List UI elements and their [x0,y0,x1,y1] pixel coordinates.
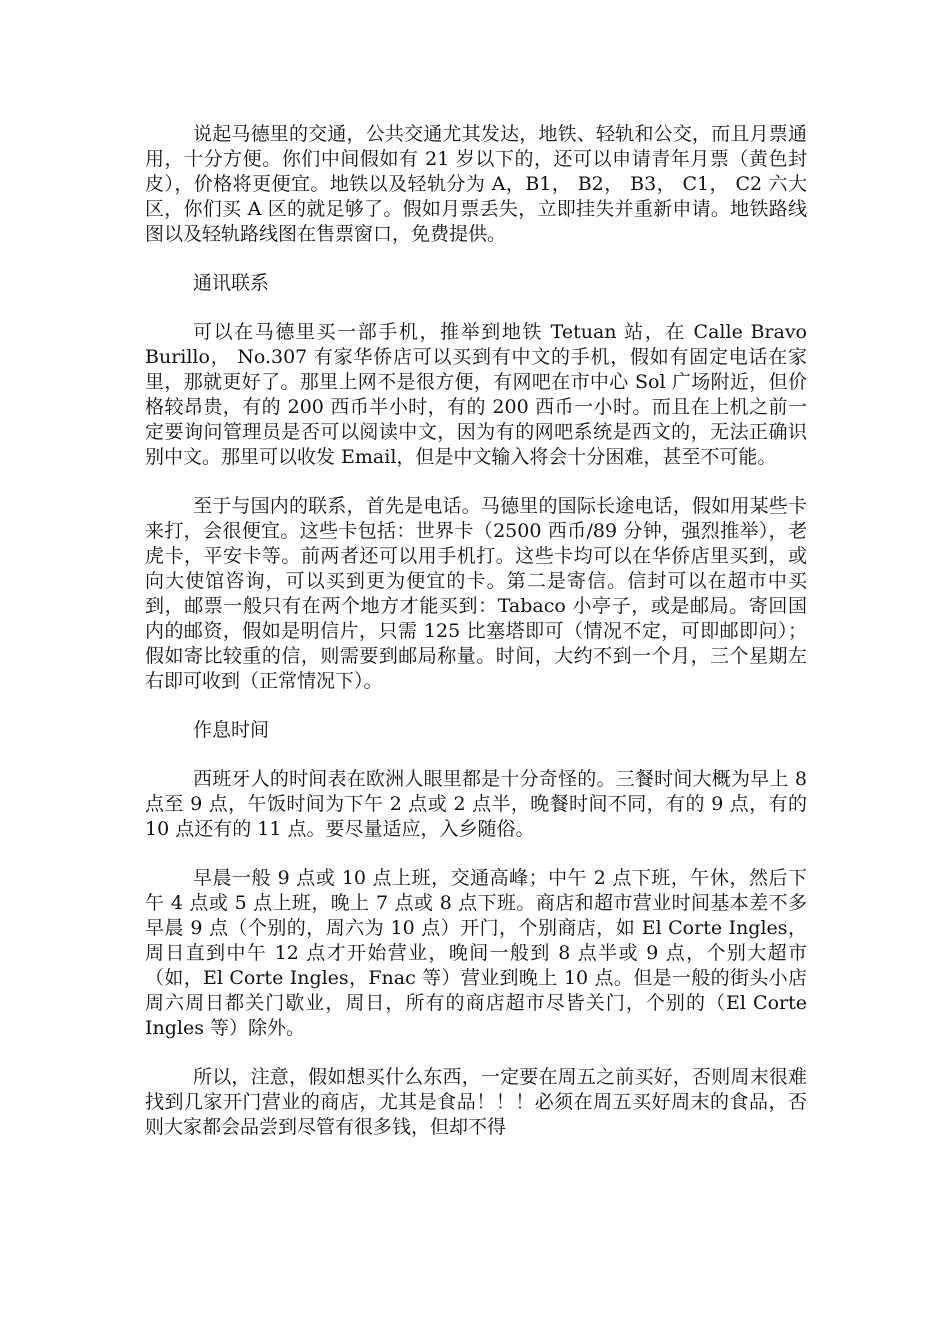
paragraph-weekend-advice: 所以，注意，假如想买什么东西，一定要在周五之前买好，否则周末很难找到几家开门营业的商店，尤其是食品！！！必须在周五买好周末的食品，否则大家都会品尝到尽管有很多钱，但却不得 [145,1066,807,1138]
paragraph-transport: 说起马德里的交通，公共交通尤其发达，地铁、轻轨和公交，而且月票通用，十分方便。你们中间假如有 21 岁以下的，还可以申请青年月票（黄色封皮），价格将更便宜。地铁以及轻轨分为 A，B1， B2， B3， C1， C2 六大区，你们买 A 区的就足够了。假如月票丢失，立即挂失并重新申请。地铁路线图以及轻轨路线图在售票窗口，免费提供。 [145,123,807,245]
heading-communication: 通讯联系 [193,272,270,294]
paragraph-contact-home: 至于与国内的联系，首先是电话。马德里的国际长途电话，假如用某些卡来打，会很便宜。这些卡包括：世界卡（2500 西币/89 分钟，强烈推举），老虎卡，平安卡等。前两者还可以用手机打。这些卡均可以在华侨店里买到，或向大使馆咨询，可以买到更为便宜的卡。第二是寄信。信封可以在超市中买到，邮票一般只有在两个地方才能买到：Tabaco 小亭子，或是邮局。寄回国内的邮资，假如是明信片，只需 125 比塞塔即可（情况不定，可即邮即问）；假如寄比较重的信，则需要到邮局称量。时间，大约不到一个月，三个星期左右即可收到（正常情况下）。 [145,495,807,692]
document-body [145,122,807,1164]
heading-schedule: 作息时间 [193,719,270,741]
paragraph-phone-internet: 可以在马德里买一部手机，推举到地铁 Tetuan 站，在 Calle Bravo Burillo， No.307 有家华侨店可以买到有中文的手机，假如有固定电话在家里，那就更好了。那里上网不是很方便，有网吧在市中心 Sol 广场附近，但价格较昂贵，有的 200 西币半小时，有的 200 西币一小时。而且在上机之前一定要询问管理员是否可以阅读中文，因为有的网吧系统是西文的，无法正确识别中文。那里可以收发 Email，但是中文输入将会十分困难，甚至不可能。 [145,321,807,468]
paragraph-meal-times: 西班牙人的时间表在欧洲人眼里都是十分奇怪的。三餐时间大概为早上 8 点至 9 点，午饭时间为下午 2 点或 2 点半，晚餐时间不同，有的 9 点，有的 10 点还有的 11 点。要尽量适应，入乡随俗。 [145,768,807,840]
paragraph-work-shop-hours: 早晨一般 9 点或 10 点上班，交通高峰；中午 2 点下班，午休，然后下午 4 点或 5 点上班，晚上 7 点或 8 点下班。商店和超市营业时间基本差不多早晨 9 点（个别的，周六为 10 点）开门，个别商店，如 El Corte Ingles，周日直到中午 12 点才开始营业，晚间一般到 8 点半或 9 点，个别大超市（如，El Corte Ingles，Fnac 等）营业到晚上 10 点。但是一般的街头小店周六周日都关门歇业，周日，所有的商店超市尽皆关门，个别的（El Corte Ingles 等）除外。 [145,867,807,1039]
